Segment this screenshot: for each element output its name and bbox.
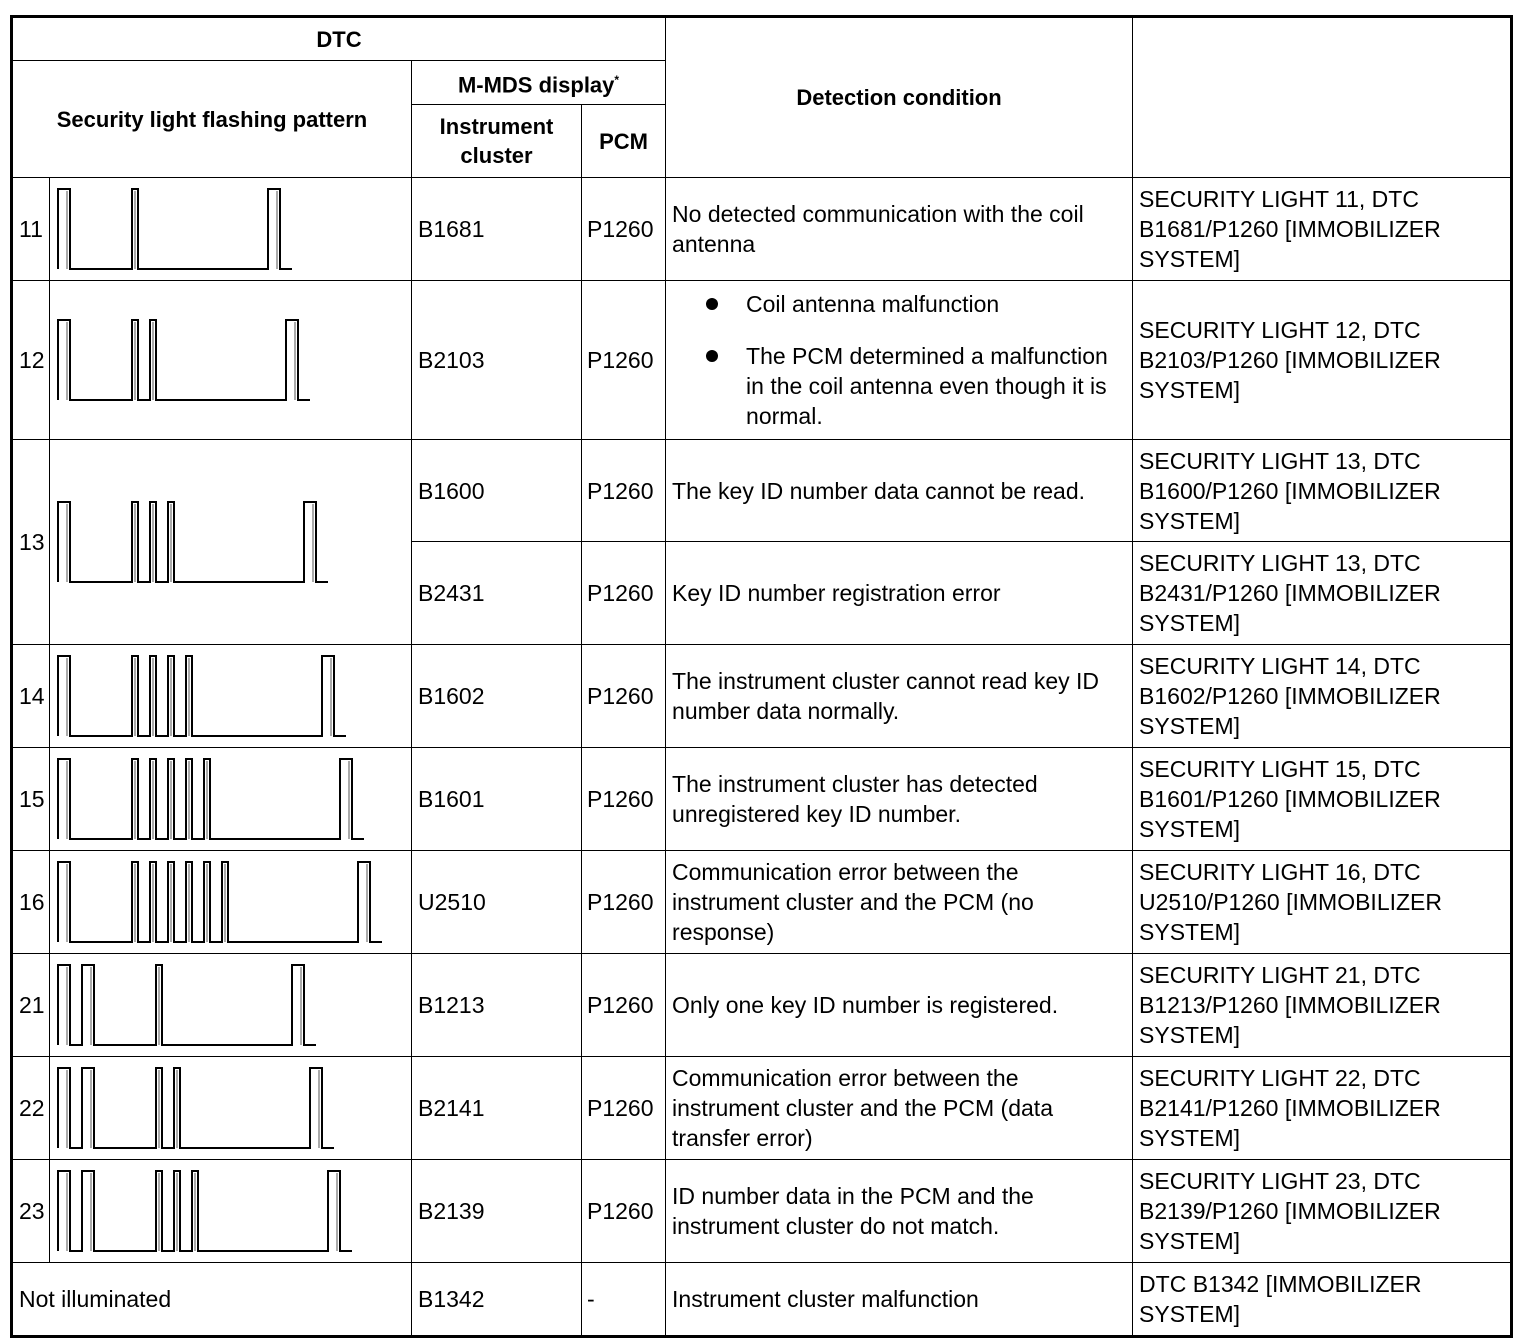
- reference-link[interactable]: DTC B1342 [IMMOBILIZER SYSTEM]: [1133, 1263, 1512, 1337]
- flash-pattern-cell: [50, 1160, 412, 1263]
- flash-waveform: [58, 320, 310, 400]
- flash-pattern: [50, 1057, 412, 1159]
- pcm-code: P1260: [582, 851, 666, 954]
- not-illuminated-label: Not illuminated: [12, 1263, 412, 1337]
- instrument-cluster-code: B1342: [412, 1263, 582, 1337]
- flash-waveform: [58, 502, 328, 582]
- flash-pattern: [50, 748, 412, 850]
- flash-pattern: [50, 281, 412, 439]
- reference-link[interactable]: SECURITY LIGHT 13, DTC B1600/P1260 [IMMOBILIZER SYSTEM]: [1133, 440, 1512, 542]
- reference-link[interactable]: SECURITY LIGHT 14, DTC B1602/P1260 [IMMOBILIZER SYSTEM]: [1133, 645, 1512, 748]
- detection-condition: Communication error between the instrument cluster and the PCM (data transfer error): [666, 1057, 1133, 1160]
- pcm-code: P1260: [582, 748, 666, 851]
- flash-waveform: [58, 189, 292, 269]
- bullet-icon: [706, 350, 718, 362]
- instrument-cluster-code: B2141: [412, 1057, 582, 1160]
- bullet-icon: [706, 298, 718, 310]
- reference-link[interactable]: SECURITY LIGHT 21, DTC B1213/P1260 [IMMOBILIZER SYSTEM]: [1133, 954, 1512, 1057]
- instrument-cluster-code: B1213: [412, 954, 582, 1057]
- table-row: [12, 954, 1512, 1057]
- detection-condition: The key ID number data cannot be read.: [666, 440, 1133, 542]
- flash-pattern: [50, 440, 412, 644]
- flash-waveform: [58, 862, 382, 942]
- dtc-number: 15: [12, 748, 50, 851]
- detection-condition: Instrument cluster malfunction: [666, 1263, 1133, 1337]
- condition-list-item: [706, 341, 1132, 431]
- instrument-cluster-header: Instrument cluster: [412, 105, 582, 178]
- footnote-mark: *: [614, 72, 620, 87]
- instrument-cluster-code: B2103: [412, 281, 582, 440]
- condition-list: [666, 281, 1132, 439]
- flash-pattern-cell: [50, 645, 412, 748]
- instrument-cluster-code: B1600: [412, 440, 582, 542]
- instrument-cluster-code: B1602: [412, 645, 582, 748]
- dtc-number: 22: [12, 1057, 50, 1160]
- dtc-number: 14: [12, 645, 50, 748]
- instrument-cluster-code: B1681: [412, 178, 582, 281]
- flash-waveform: [58, 965, 316, 1045]
- reference-link[interactable]: SECURITY LIGHT 11, DTC B1681/P1260 [IMMOBILIZER SYSTEM]: [1133, 178, 1512, 281]
- reference-header: [1133, 17, 1512, 178]
- pcm-header: PCM: [582, 105, 666, 178]
- flash-pattern-cell: [50, 851, 412, 954]
- flash-waveform: [58, 1068, 334, 1148]
- mmds-display-label: M-MDS display: [457, 72, 615, 98]
- dtc-table: [10, 15, 1513, 1338]
- dtc-number: 16: [12, 851, 50, 954]
- flash-waveform: [58, 656, 346, 736]
- table-row: [12, 1057, 1512, 1160]
- dtc-number: 21: [12, 954, 50, 1057]
- instrument-cluster-code: B2139: [412, 1160, 582, 1263]
- table-row: [12, 178, 1512, 281]
- reference-link[interactable]: SECURITY LIGHT 16, DTC U2510/P1260 [IMMOBILIZER SYSTEM]: [1133, 851, 1512, 954]
- detection-condition: Communication error between the instrument cluster and the PCM (no response): [666, 851, 1133, 954]
- instrument-cluster-code: B1601: [412, 748, 582, 851]
- flash-pattern-cell: [50, 1057, 412, 1160]
- flash-pattern: [50, 1160, 412, 1262]
- dtc-header: DTC: [12, 17, 666, 61]
- detection-condition: The instrument cluster cannot read key ID number data normally.: [666, 645, 1133, 748]
- table-row: [12, 748, 1512, 851]
- table-row: [12, 645, 1512, 748]
- pcm-code: P1260: [582, 440, 666, 542]
- reference-link[interactable]: SECURITY LIGHT 12, DTC B2103/P1260 [IMMOBILIZER SYSTEM]: [1133, 281, 1512, 440]
- pcm-code: P1260: [582, 542, 666, 645]
- pcm-code: P1260: [582, 281, 666, 440]
- detection-condition: [666, 281, 1133, 440]
- condition-item-text: Coil antenna malfunction: [746, 291, 1000, 317]
- pcm-code: P1260: [582, 178, 666, 281]
- pcm-code: P1260: [582, 1160, 666, 1263]
- flash-pattern: [50, 954, 412, 1056]
- condition-item-text: The PCM determined a malfunction in the coil antenna even though it is normal.: [746, 343, 1108, 429]
- table-row: [12, 440, 1512, 542]
- flash-pattern-cell: [50, 281, 412, 440]
- reference-link[interactable]: SECURITY LIGHT 13, DTC B2431/P1260 [IMMOBILIZER SYSTEM]: [1133, 542, 1512, 645]
- flash-pattern-cell: [50, 748, 412, 851]
- dtc-number: 13: [12, 440, 50, 645]
- flash-waveform: [58, 759, 364, 839]
- detection-condition: Only one key ID number is registered.: [666, 954, 1133, 1057]
- flash-waveform: [58, 1171, 352, 1251]
- mmds-display-header: [412, 61, 666, 105]
- flash-pattern-cell: [50, 954, 412, 1057]
- detection-condition-header: Detection condition: [666, 17, 1133, 178]
- instrument-cluster-code: B2431: [412, 542, 582, 645]
- condition-list-item: [706, 289, 1132, 319]
- pcm-code: P1260: [582, 954, 666, 1057]
- dtc-number: 23: [12, 1160, 50, 1263]
- detection-condition: No detected communication with the coil antenna: [666, 178, 1133, 281]
- detection-condition: Key ID number registration error: [666, 542, 1133, 645]
- table-row: [12, 1160, 1512, 1263]
- flash-pattern: [50, 178, 412, 280]
- dtc-number: 12: [12, 281, 50, 440]
- table-row: [12, 281, 1512, 440]
- reference-link[interactable]: SECURITY LIGHT 22, DTC B2141/P1260 [IMMOBILIZER SYSTEM]: [1133, 1057, 1512, 1160]
- flashing-pattern-header: Security light flashing pattern: [12, 61, 412, 178]
- pcm-code: -: [582, 1263, 666, 1337]
- detection-condition: ID number data in the PCM and the instrument cluster do not match.: [666, 1160, 1133, 1263]
- dtc-number: 11: [12, 178, 50, 281]
- reference-link[interactable]: SECURITY LIGHT 23, DTC B2139/P1260 [IMMOBILIZER SYSTEM]: [1133, 1160, 1512, 1263]
- flash-pattern-cell: [50, 178, 412, 281]
- detection-condition: The instrument cluster has detected unregistered key ID number.: [666, 748, 1133, 851]
- instrument-cluster-code: U2510: [412, 851, 582, 954]
- reference-link[interactable]: SECURITY LIGHT 15, DTC B1601/P1260 [IMMOBILIZER SYSTEM]: [1133, 748, 1512, 851]
- flash-pattern: [50, 645, 412, 747]
- pcm-code: P1260: [582, 645, 666, 748]
- table-row: [12, 851, 1512, 954]
- flash-pattern: [50, 851, 412, 953]
- table-row: [12, 1263, 1512, 1337]
- flash-pattern-cell: [50, 440, 412, 645]
- pcm-code: P1260: [582, 1057, 666, 1160]
